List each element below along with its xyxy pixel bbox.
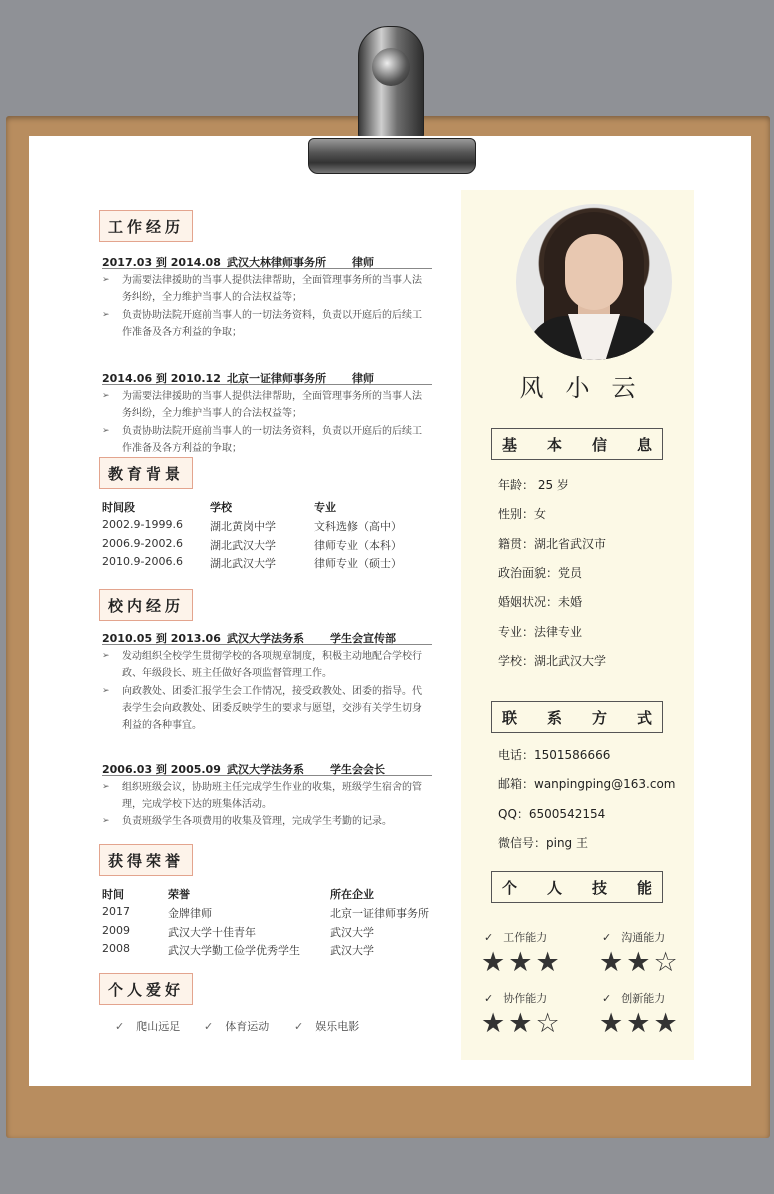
table-cell: 金牌律师	[168, 907, 212, 920]
entry-header	[102, 254, 432, 269]
table-row	[102, 537, 442, 553]
bullet-line: 负责班级学生各项费用的收集及管理，完成学生考勤的记录。	[122, 816, 392, 828]
table-cell: 武汉大学勤工俭学优秀学生	[168, 944, 300, 957]
entry-header	[102, 630, 432, 645]
clip-base	[308, 138, 476, 174]
entry-org: 北京一证律师事务所	[227, 372, 326, 386]
title-char: 息	[636, 435, 652, 454]
entry-bullet	[102, 307, 434, 341]
check-icon: ✓	[204, 1020, 214, 1033]
title-char: 式	[636, 708, 652, 727]
entry-bullet	[102, 813, 434, 830]
check-icon: ✓	[484, 931, 494, 944]
entry-period: 2017.03 到 2014.08	[102, 256, 221, 269]
section-hobby-title: 个人爱好	[99, 973, 193, 1005]
bullet-line: 作准备及各方利益的争取；	[122, 442, 242, 454]
star-icon: ☆	[653, 947, 681, 978]
basic-info-item: 专业：法律专业	[498, 624, 583, 639]
skill-name: 工作能力	[503, 931, 548, 944]
bullet-line: 务纠纷，全力维护当事人的合法权益等；	[122, 408, 302, 420]
table-header-cell: 荣誉	[168, 888, 190, 901]
star-icon: ★	[653, 1008, 681, 1039]
check-icon: ✓	[602, 931, 612, 944]
table-header-cell: 所在企业	[330, 888, 374, 901]
entry-role: 学生会会长	[330, 762, 385, 776]
clip-hole	[372, 48, 410, 86]
title-char: 联	[502, 708, 518, 727]
star-icon: ★	[481, 947, 509, 978]
star-icon: ★	[599, 1008, 627, 1039]
table-row	[102, 942, 442, 958]
arrow-bullet-icon: ➢	[102, 391, 110, 402]
skill-label	[602, 990, 665, 1006]
hobby-name: 娱乐电影	[315, 1020, 360, 1033]
bullet-line: 发动组织全校学生贯彻学校的各项规章制度，积极主动地配合学校行	[122, 651, 422, 662]
star-icon: ★	[535, 947, 563, 978]
table-row	[102, 555, 442, 571]
arrow-bullet-icon: ➢	[102, 816, 110, 827]
entry-period: 2006.03 到 2005.09	[102, 762, 221, 776]
title-char: 方	[591, 708, 607, 727]
star-icon: ★	[626, 947, 654, 978]
basic-info-item: 籍贯：湖北省武汉市	[498, 536, 607, 551]
skill-label	[484, 990, 547, 1006]
hobby-item	[204, 1018, 269, 1034]
bullet-line: 政、年级段长、班主任做好各项监督管理工作。	[122, 668, 332, 679]
title-char: 能	[636, 878, 652, 897]
table-cell: 2017	[102, 905, 130, 918]
skill-rating	[481, 1010, 563, 1037]
skill-rating	[599, 949, 681, 976]
table-cell: 武汉大学	[330, 944, 374, 957]
entry-org: 武汉大林律师事务所	[227, 256, 326, 269]
table-cell: 2006.9-2002.6	[102, 536, 183, 550]
table-header-row	[102, 499, 442, 515]
skill-label	[484, 929, 547, 945]
check-icon: ✓	[484, 992, 494, 1005]
star-icon: ★	[626, 1008, 654, 1039]
table-cell: 北京一证律师事务所	[330, 907, 429, 920]
table-cell: 律师专业（本科）	[314, 538, 402, 552]
title-char: 基	[502, 435, 518, 454]
bullet-line: 为需要法律援助的当事人提供法律帮助，全面管理事务所的当事人法	[122, 275, 422, 286]
table-header-cell: 时间段	[102, 501, 135, 514]
arrow-bullet-icon: ➢	[102, 275, 110, 285]
basic-info-item: 性别：女	[498, 507, 547, 522]
arrow-bullet-icon: ➢	[102, 425, 110, 436]
skill-name: 创新能力	[621, 992, 666, 1005]
bullet-line: 作准备及各方利益的争取；	[122, 326, 242, 338]
hobby-item	[294, 1018, 359, 1034]
table-row	[102, 924, 442, 940]
contact-item: QQ：6500542154	[498, 806, 606, 821]
table-cell: 武汉大学	[330, 925, 374, 939]
entry-header	[102, 370, 432, 385]
entry-bullet	[102, 388, 434, 422]
section-work-title: 工作经历	[99, 210, 193, 242]
basic-info-item: 学校：湖北武汉大学	[498, 653, 607, 668]
star-icon: ★	[599, 947, 627, 978]
star-icon: ★	[508, 1008, 536, 1039]
contact-item: 电话：1501586666	[498, 748, 611, 762]
entry-role: 律师	[352, 256, 374, 269]
entry-bullet	[102, 648, 434, 682]
table-cell: 湖北武汉大学	[210, 538, 276, 552]
table-cell: 武汉大学十佳青年	[168, 925, 256, 939]
hobby-name: 体育运动	[225, 1020, 270, 1033]
arrow-bullet-icon: ➢	[102, 685, 110, 696]
entry-bullet	[102, 779, 434, 813]
entry-header	[102, 761, 432, 776]
arrow-bullet-icon: ➢	[102, 651, 110, 661]
table-cell: 2010.9-2006.6	[102, 555, 183, 568]
title-char: 人	[546, 878, 562, 897]
bullet-line: 理，完成学校下达的班集体活动。	[122, 798, 272, 810]
contact-item: 微信号：ping 王	[498, 835, 588, 850]
table-header-cell: 学校	[210, 501, 232, 514]
table-cell: 2009	[102, 923, 130, 937]
table-header-cell: 专业	[314, 501, 336, 514]
basic-info-title	[491, 428, 663, 460]
check-icon: ✓	[294, 1020, 304, 1033]
bullet-line: 向政教处、团委汇报学生会工作情况，接受政教处、团委的指导。代	[122, 685, 422, 697]
bullet-line: 表学生会向政教处、团委反映学生的要求与愿望，交涉有关学生切身	[122, 702, 422, 714]
table-header-cell: 时间	[102, 888, 124, 901]
title-char: 系	[546, 708, 562, 727]
title-char: 技	[591, 878, 607, 897]
hobby-name: 爬山远足	[136, 1020, 181, 1033]
section-campus-title: 校内经历	[99, 589, 193, 621]
bullet-line: 务纠纷，全力维护当事人的合法权益等；	[122, 292, 302, 303]
star-icon: ☆	[535, 1008, 563, 1039]
entry-bullet	[102, 683, 434, 734]
table-cell: 2002.9-1999.6	[102, 518, 183, 531]
basic-info-item: 政治面貌：党员	[498, 565, 583, 580]
title-char: 本	[546, 435, 562, 454]
entry-org: 武汉大学法务系	[227, 762, 304, 776]
section-honor-title: 获得荣誉	[99, 844, 193, 876]
entry-role: 学生会宣传部	[330, 632, 396, 645]
skill-name: 沟通能力	[621, 931, 666, 944]
table-cell: 湖北武汉大学	[210, 557, 276, 570]
star-icon: ★	[481, 1008, 509, 1039]
contact-title	[491, 701, 663, 733]
check-icon: ✓	[602, 992, 612, 1005]
table-header-row	[102, 886, 442, 902]
title-char: 信	[591, 435, 607, 454]
skills-title	[491, 871, 663, 903]
title-char: 个	[502, 878, 518, 897]
bullet-line: 组织班级会议，协助班主任完成学生作业的收集，班级学生宿舍的管	[122, 781, 422, 793]
arrow-bullet-icon: ➢	[102, 781, 110, 792]
arrow-bullet-icon: ➢	[102, 309, 110, 320]
table-row	[102, 905, 442, 921]
entry-org: 武汉大学法务系	[227, 632, 304, 645]
table-row	[102, 518, 442, 534]
section-edu-title: 教育背景	[99, 457, 193, 489]
skill-rating	[481, 949, 563, 976]
skill-rating	[599, 1010, 681, 1037]
person-name: 风小云	[519, 374, 658, 402]
check-icon: ✓	[115, 1020, 125, 1033]
entry-period: 2014.06 到 2010.12	[102, 372, 221, 386]
table-cell: 2008	[102, 942, 130, 955]
contact-item: 邮箱：wanpingping@163.com	[498, 777, 676, 792]
avatar-photo	[516, 204, 672, 360]
table-cell: 湖北黄岗中学	[210, 520, 276, 533]
table-cell: 文科选修（高中）	[314, 520, 402, 533]
hobby-item	[115, 1018, 180, 1034]
entry-bullet	[102, 272, 434, 306]
star-icon: ★	[508, 947, 536, 978]
basic-info-item: 年龄： 25 岁	[498, 478, 569, 492]
skill-label	[602, 929, 665, 945]
bullet-line: 负责协助法院开庭前当事人的一切法务资料，负责以开庭后的后续工	[122, 425, 422, 437]
entry-period: 2010.05 到 2013.06	[102, 632, 221, 645]
entry-role: 律师	[352, 372, 374, 386]
skill-name: 协作能力	[503, 992, 548, 1005]
bullet-line: 利益的各种事宜。	[122, 719, 202, 731]
basic-info-item: 婚姻状况：未婚	[498, 595, 583, 610]
entry-bullet	[102, 423, 434, 457]
table-cell: 律师专业（硕士）	[314, 557, 402, 570]
bullet-line: 为需要法律援助的当事人提供法律帮助，全面管理事务所的当事人法	[122, 391, 422, 403]
bullet-line: 负责协助法院开庭前当事人的一切法务资料，负责以开庭后的后续工	[122, 309, 422, 321]
